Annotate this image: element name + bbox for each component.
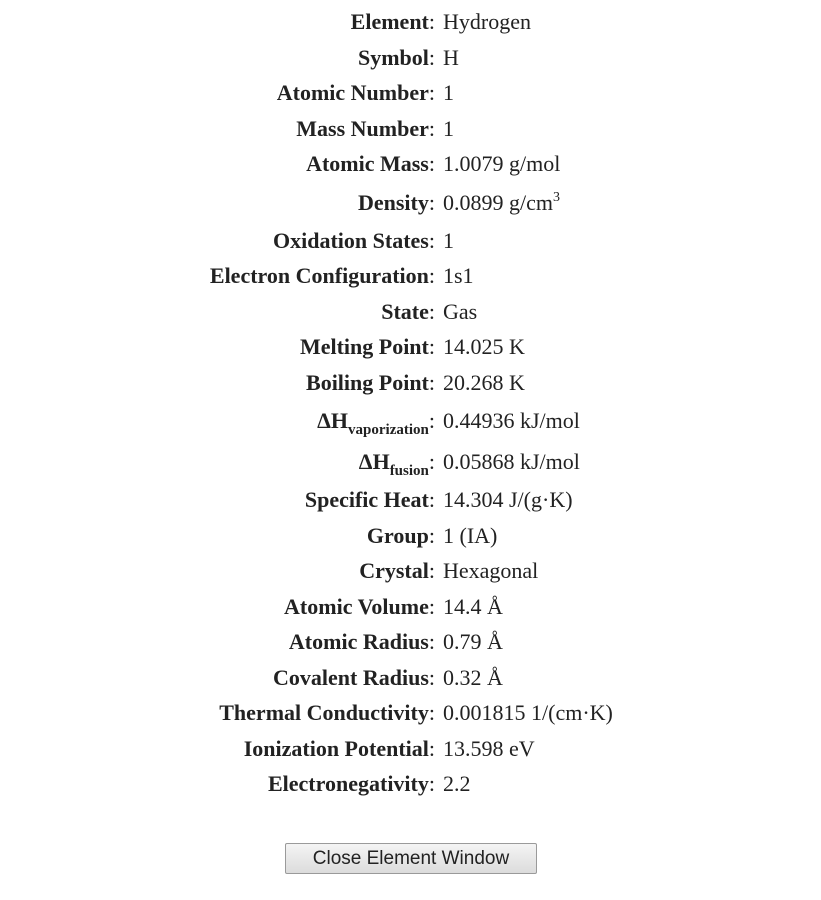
property-label: Ionization Potential (243, 735, 429, 761)
property-row-electron-configuration: Electron Configuration: 1s1 (0, 258, 821, 294)
property-label: Electronegativity (267, 771, 429, 796)
property-row-atomic-volume: Atomic Volume: 14.4 Å (0, 589, 821, 625)
close-element-window-button[interactable]: Close Element Window (285, 843, 537, 874)
property-row-crystal: Crystal: Hexagonal (0, 553, 821, 589)
property-row-atomic-number: Atomic Number: 1 (0, 75, 821, 111)
property-label: Thermal Conductivity (219, 700, 429, 725)
property-label: Electron Configuration (209, 263, 429, 288)
subscript: vaporization (348, 422, 429, 438)
property-row-atomic-radius: Atomic Radius: 0.79 Å (0, 624, 821, 660)
button-container (285, 843, 537, 874)
property-value: 2.2 (443, 771, 471, 796)
property-value: 1.0079 g/mol (443, 151, 561, 176)
property-row-covalent-radius: Covalent Radius: 0.32 Å (0, 660, 821, 696)
property-value: 1 (443, 227, 454, 253)
property-value: Hydrogen (443, 9, 531, 34)
superscript: 3 (553, 189, 560, 205)
property-row-state: State: Gas (0, 294, 821, 330)
property-row-heat-of-fusion: $\Delta H_{fusion}$: 0.05868 kJ/mol (0, 441, 821, 482)
property-value: 14.4 Å (443, 593, 503, 619)
property-row-element: Element: Hydrogen (0, 4, 821, 40)
property-label: Atomic Volume (284, 593, 429, 619)
property-row-specific-heat: Specific Heat: 14.304 J/(g·K) (0, 482, 821, 518)
property-row-density: Density: 0.0899 $g/cm^3$ (357, 189, 560, 215)
property-row-mass-number: Mass Number: 1 (0, 111, 821, 147)
property-value: 14.025 K (443, 334, 525, 359)
property-value: 1s1 (443, 263, 474, 288)
property-value: 0.79 Å (443, 629, 503, 654)
property-value: 20.268 K (443, 369, 525, 395)
property-label: Boiling Point (306, 369, 429, 395)
property-label: Atomic Number (276, 80, 429, 105)
property-row-electronegativity: Electronegativity: 2.2 (0, 766, 821, 802)
property-row-atomic-mass: Atomic Mass: 1.0079 g/mol (0, 146, 821, 182)
property-value: 0.44936 kJ/mol (443, 408, 580, 433)
property-label: ΔH (358, 449, 390, 474)
property-value: 1 (IA) (443, 522, 498, 548)
property-label: Specific Heat (304, 487, 429, 512)
property-row-thermal-conductivity: Thermal Conductivity: 0.001815 1/(cm·K) (0, 695, 821, 731)
property-label: Oxidation States (273, 227, 429, 253)
property-label: Symbol (357, 44, 429, 70)
property-value: 0.001815 1/(cm·K) (443, 700, 613, 725)
property-label: Crystal (359, 558, 429, 583)
subscript: fusion (389, 463, 429, 479)
property-value: 1 (443, 115, 454, 141)
property-label: Atomic Mass (306, 151, 429, 176)
property-value: 0.05868 kJ/mol (443, 449, 580, 474)
property-label: ΔH (317, 408, 349, 433)
property-value: 14.304 J/(g·K) (443, 487, 573, 512)
property-value: 0.0899 g/cm (443, 189, 553, 215)
property-label: Melting Point (299, 334, 429, 359)
property-label: Covalent Radius (273, 664, 429, 690)
property-row-boiling-point: Boiling Point: 20.268 K (0, 365, 821, 401)
property-row-ionization-potential: Ionization Potential: 13.598 eV (0, 731, 821, 767)
property-row-oxidation-states: Oxidation States: 1 (0, 223, 821, 259)
property-label: Group (366, 522, 429, 548)
property-label: Element (350, 9, 429, 34)
property-value: H (443, 44, 459, 70)
property-label: Density (357, 189, 429, 215)
property-value: 0.32 Å (443, 664, 503, 690)
property-row-group: Group: 1 (IA) (0, 518, 821, 554)
property-row-melting-point: Melting Point: 14.025 K (0, 329, 821, 365)
property-value: 1 (443, 80, 454, 105)
property-label: Atomic Radius (288, 629, 429, 654)
element-properties-list (0, 4, 821, 802)
property-row-symbol: Symbol: H (0, 40, 821, 76)
property-label: Mass Number (296, 115, 429, 141)
property-value: Hexagonal (443, 558, 539, 583)
property-row-heat-of-vaporization: $\Delta H_{vaporization}$: 0.44936 kJ/mol (0, 400, 821, 441)
property-value: 13.598 eV (443, 735, 535, 761)
property-value: Gas (443, 298, 478, 324)
property-label: State (381, 298, 429, 324)
